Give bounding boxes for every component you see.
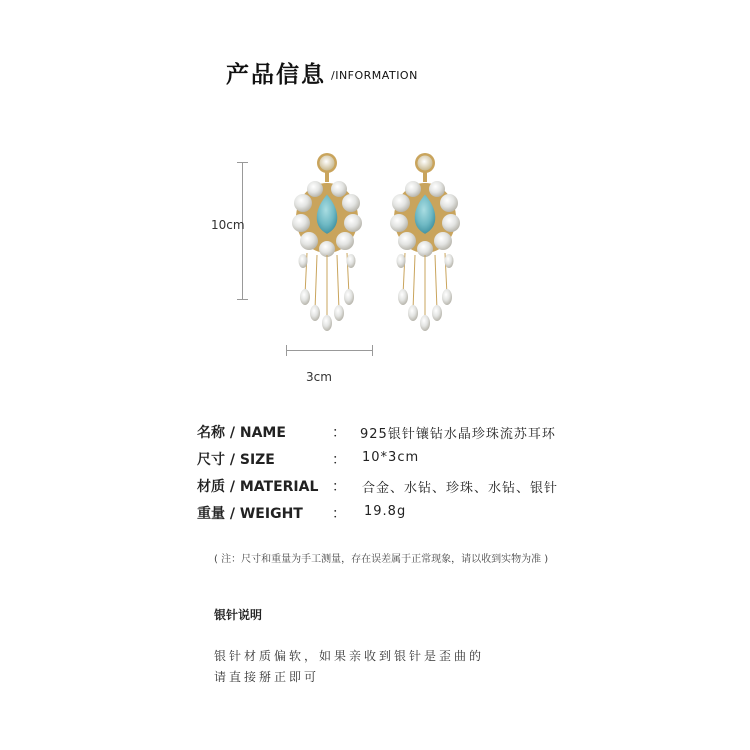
right-earring bbox=[390, 153, 460, 331]
height-dimension-label: 10cm bbox=[211, 218, 245, 232]
spec-weight-label: 重量 / WEIGHT bbox=[197, 506, 303, 522]
silver-needle-text-line2: 请直接掰正即可 bbox=[214, 670, 320, 684]
page-subtitle: /INFORMATION bbox=[331, 69, 418, 82]
spec-size-label: 尺寸 / SIZE bbox=[197, 452, 275, 468]
spec-name-value: 925银针镶钻水晶珍珠流苏耳环 bbox=[360, 427, 556, 442]
spec-weight-value: 19.8g bbox=[364, 504, 407, 519]
height-dimension-tick-top bbox=[237, 162, 248, 163]
page-title: 产品信息 bbox=[226, 62, 326, 88]
product-image bbox=[285, 145, 465, 335]
spec-material-value: 合金、水钻、珍珠、水钻、银针 bbox=[362, 481, 559, 496]
left-earring bbox=[292, 153, 362, 331]
spec-size-colon: ： bbox=[332, 452, 346, 468]
spec-name-label: 名称 / NAME bbox=[197, 425, 286, 441]
silver-needle-heading: 银针说明 bbox=[214, 608, 263, 622]
spec-material-label: 材质 / MATERIAL bbox=[197, 479, 319, 495]
spec-material-colon: ： bbox=[332, 479, 346, 495]
spec-name-colon: ： bbox=[332, 425, 346, 441]
spec-weight-colon: ： bbox=[332, 506, 346, 522]
width-dimension-line bbox=[287, 350, 373, 351]
height-dimension-tick-bottom bbox=[237, 299, 248, 300]
measurement-note: ( 注：尺寸和重量为手工测量，存在误差属于正常现象，请以收到实物为准 ) bbox=[214, 554, 549, 565]
width-dimension-tick-right bbox=[372, 345, 373, 356]
spec-size-value: 10*3cm bbox=[362, 450, 420, 465]
width-dimension-label: 3cm bbox=[306, 370, 332, 384]
width-dimension-tick-left bbox=[286, 345, 287, 356]
silver-needle-text-line1: 银针材质偏软，如果亲收到银针是歪曲的 bbox=[214, 649, 485, 663]
